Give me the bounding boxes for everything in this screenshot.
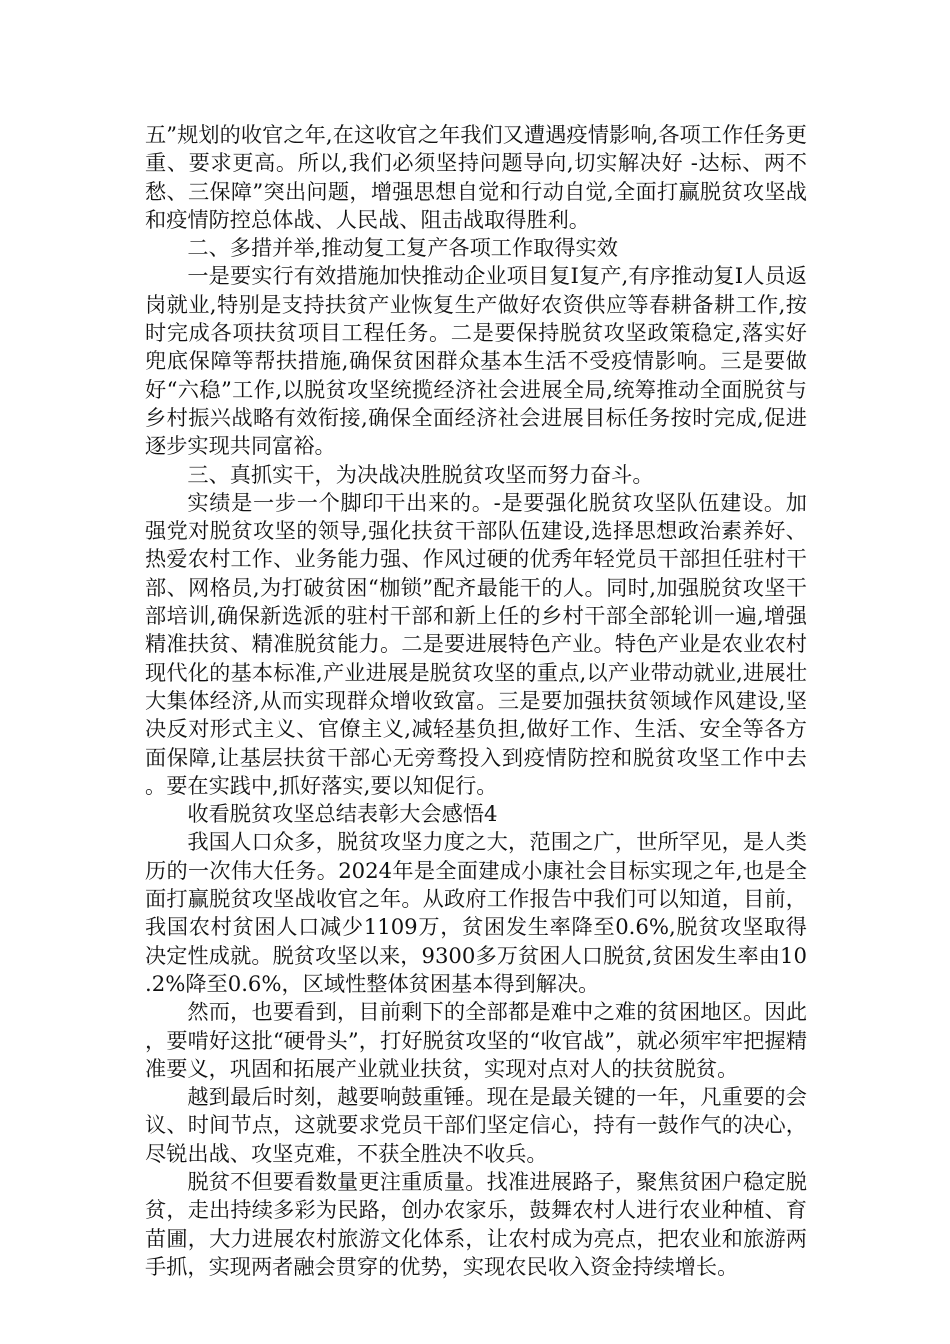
- paragraph: 我国人口众多，脱贫攻坚力度之大，范围之广，世所罕见，是人类历的一次伟大任务。2024年是全面建成小康社会目标实现之年,也是全面打赢脱贫攻坚战收官之年。从政府工作报告中我们可以知道，目前，我国农村贫困人口减少1109万，贫困发生率降至0.6%,脱贫攻坚取得决定性成就。脱贫攻坚以来，9300多万贫困人口脱贫,贫困发生率由10.2%降至0.6%，区域性整体贫困基本得到解决。: [145, 829, 807, 996]
- paragraph: 实绩是一步一个脚印干出来的。-是要强化脱贫攻坚队伍建设。加强党对脱贫攻坚的领导,强化扶贫干部队伍建设,选择思想政治素养好、热爱农村工作、业务能力强、作风过硬的优秀年轻党员干部担任驻村干部、网格员,为打破贫困“枷锁”配齐最能干的人。同时,加强脱贫攻坚干部培训,确保新选派的驻村干部和新上任的乡村干部全部轮训一遍,增强精准扶贫、精准脱贫能力。二是要进展特色产业。特色产业是农业农村现代化的基本标准,产业进展是脱贫攻坚的重点,以产业带动就业,进展壮大集体经济,从而实现群众增收致富。三是要加强扶贫领域作风建设,坚决反对形式主义、官僚主义,减轻基负担,做好工作、生活、安全等各方面保障,让基层扶贫干部心无旁骛投入到疫情防控和脱贫攻坚工作中去。要在实践中,抓好落实,要以知促行。: [145, 489, 807, 798]
- section-heading: 三、真抓实干，为决战决胜脱贫攻坚而努力奋斗。: [187, 461, 654, 487]
- paragraph: 然而，也要看到，目前剩下的全部都是难中之难的贫困地区。因此，要啃好这批“硬骨头”，打好脱贫攻坚的“收官战”，就必须牢牢把握精准要义，巩固和拓展产业就业扶贫，实现对点对人的扶贫脱贫。: [145, 999, 807, 1081]
- section-heading: 二、多措并举,推动复工复产各项工作取得实效: [187, 235, 618, 261]
- paragraph: 脱贫不但要看数量更注重质量。找准进展路子，聚焦贫困户稳定脱贫，走出持续多彩为民路，创办农家乐，鼓舞农村人进行农业种植、育苗圃，大力进展农村旅游文化体系，让农村成为亮点，把农业和旅游两手抓，实现两者融会贯穿的优势，实现农民收入资金持续增长。: [145, 1168, 807, 1279]
- paragraph: 越到最后时刻，越要响鼓重锤。现在是最关键的一年，凡重要的会议、时间节点，这就要求党员干部们坚定信心，持有一鼓作气的决心，尽锐出战、攻坚克难，不获全胜决不收兵。: [145, 1084, 807, 1166]
- paragraph: 五”规划的收官之年,在这收官之年我们又遭遇疫情影响,各项工作任务更重、要求更高。所以,我们必须坚持问题导向,切实解决好 -达标、两不愁、三保障”突出问题，增强思想自觉和行动自觉,全面打赢脱贫攻坚战和疫情防控总体战、人民战、阻击战取得胜利。: [145, 122, 807, 232]
- article-title: 收看脱贫攻坚总结表彰大会感悟4: [187, 801, 498, 827]
- document-body: [145, 121, 807, 1281]
- paragraph: 一是要实行有效措施加快推动企业项目复I复产,有序推动复I人员返岗就业,特别是支持扶贫产业恢复生产做好农资供应等春耕备耕工作,按时完成各项扶贫项目工程任务。二是要保持脱贫攻坚政策稳定,落实好兜底保障等帮扶措施,确保贫困群众基本生活不受疫情影响。三是要做好“六稳”工作,以脱贫攻坚统揽经济社会进展全局,统筹推动全面脱贫与乡村振兴战略有效衔接,确保全面经济社会进展目标任务按时完成,促进逐步实现共同富裕。: [145, 263, 807, 459]
